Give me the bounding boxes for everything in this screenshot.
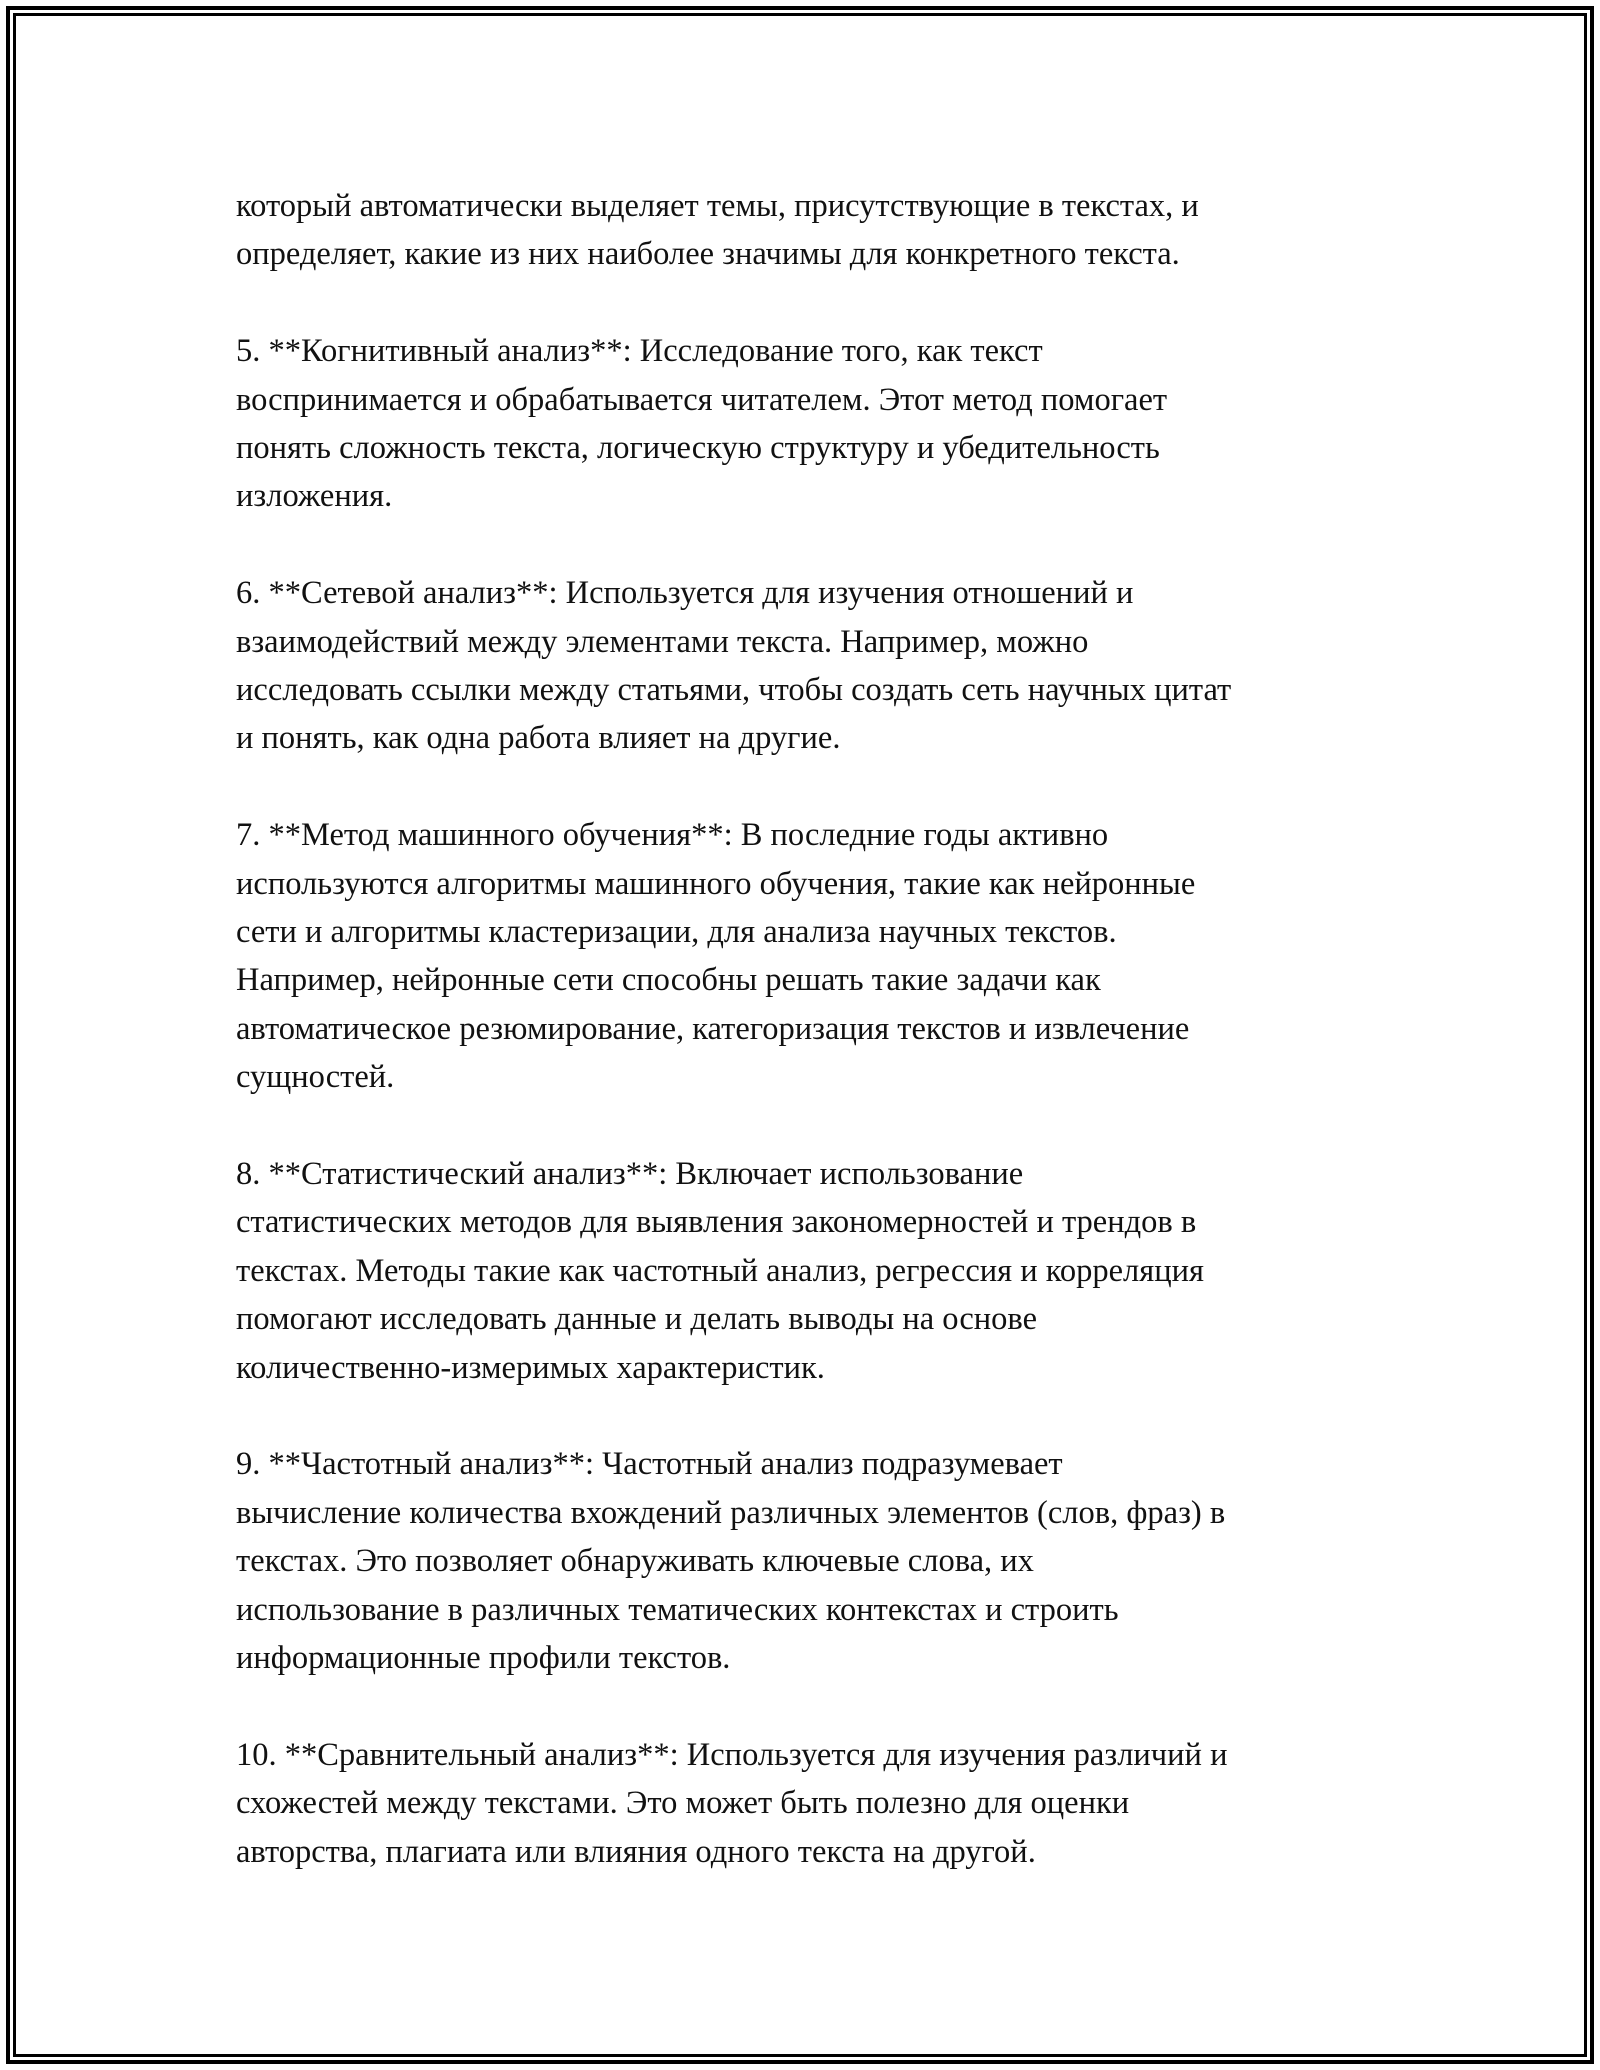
document-body xyxy=(236,182,1386,1925)
paragraph-cognitive-analysis: 5. **Когнитивный анализ**: Исследование того, как текст воспринимается и обрабатывается читателем. Этот метод помогает понять сложность текста, логическую структуру и убедительность изложения. xyxy=(236,333,1168,515)
paragraph-machine-learning: 7. **Метод машинного обучения**: В последние годы активно используются алгоритмы машинного обучения, такие как нейронные сети и алгоритмы кластеризации, для анализа научных текстов. Например, нейронные сети способны решать такие задачи как автоматическое резюмирование, категоризация текстов и извлечение сущностей. xyxy=(236,817,1196,1096)
paragraph-frequency-analysis: 9. **Частотный анализ**: Частотный анализ подразумевает вычисление количества вхождений различных элементов (слов, фраз) в текстах. Это позволяет обнаруживать ключевые слова, их использование в различных тематических контекстах и строить информационные профили текстов. xyxy=(236,1446,1226,1677)
paragraph-network-analysis: 6. **Сетевой анализ**: Используется для изучения отношений и взаимодействий между элементами текста. Например, можно исследовать ссылки между статьями, чтобы создать сеть научных цитат и понять, как одна работа влияет на другие. xyxy=(236,575,1232,757)
paragraph-comparative-analysis: 10. **Сравнительный анализ**: Используется для изучения различий и схожестей между текстами. Это может быть полезно для оценки авторства, плагиата или влияния одного текста на другой. xyxy=(236,1736,1228,1870)
paragraph-statistical-analysis: 8. **Статистический анализ**: Включает использование статистических методов для выявления закономерностей и трендов в текстах. Методы такие как частотный анализ, регрессия и корреляция помогают исследовать данные и делать выводы на основе количественно-измеримых характеристик. xyxy=(236,1156,1204,1386)
paragraph-continuation: который автоматически выделяет темы, присутствующие в текстах, и определяет, какие из них наиболее значимы для конкретного текста. xyxy=(236,188,1199,273)
